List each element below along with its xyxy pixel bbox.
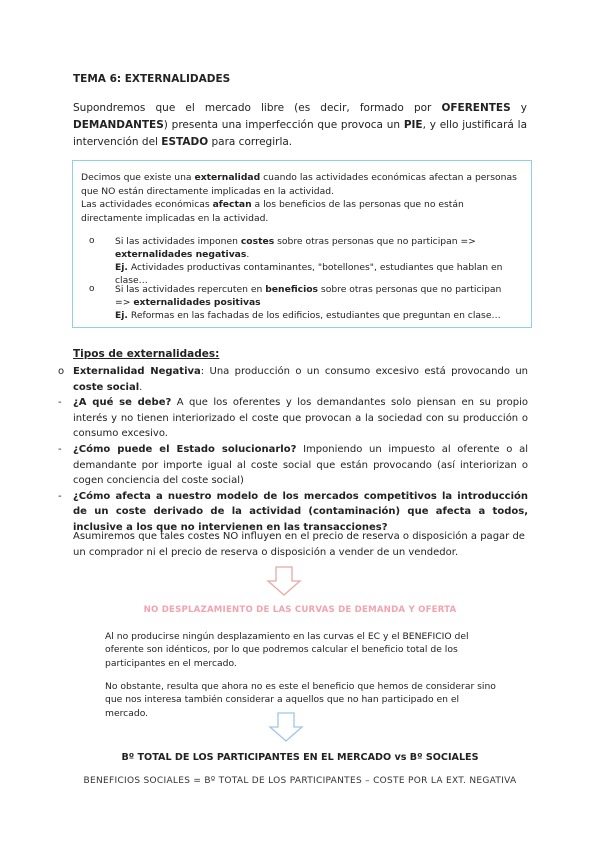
down-arrow-icon [268,712,304,742]
intro-paragraph: Supondremos que el mercado libre (es decir, formado por OFERENTES y DEMANDANTES) presenta una imperfección que provoca un PIE, y ello justificará la intervención del ESTADO para corregirla. [73,102,527,148]
bullet-mark: o [89,236,95,246]
bullet-mark: o [89,284,95,294]
paragraph-however: No obstante, resulta que ahora no es este el beneficio que hemos de considerar sino que nos interesa también considerar a aquellos que no han participado en el mercado. [105,681,496,719]
types-list [58,364,528,536]
list-item: - ¿A qué se debe? A que los oferentes y los demandantes solo piensan en su propio interés y no tienen interiorizado el coste que provocan a la sociedad con su producción o consumo excesivo. [58,397,528,440]
social-benefits-formula: BENEFICIOS SOCIALES = Bº TOTAL DE LOS PARTICIPANTES – COSTE POR LA EXT. NEGATIVA [83,776,517,786]
definition-text: Decimos que existe una externalidad cuando las actividades económicas afectan a personas que NO están directamente implicadas en la actividad. Las actividades económicas afectan a los beneficios de las personas que no están directamente implicadas en la actividad. [81,172,517,224]
types-heading: Tipos de externalidades: [73,348,220,360]
comparison-title: Bº TOTAL DE LOS PARTICIPANTES EN EL MERCADO vs Bº SOCIALES [121,752,479,763]
paragraph-no-shift: Al no producirse ningún desplazamiento en las curvas el EC y el BENEFICIO del oferente son idénticos, por lo que podremos calcular el beneficio total de los participantes en el mercado. [105,631,469,669]
list-item: - ¿Cómo puede el Estado solucionarlo? Imponiendo un impuesto al oferente o al demandante por importe igual al coste social que están provocando (así interiorizan o cogen conciencia del coste social) [58,443,528,487]
section-heading: NO DESPLAZAMIENTO DE LAS CURVAS DE DEMANDA Y OFERTA [143,605,457,615]
definition-box: Decimos que existe una externalidad cuando las actividades económicas afectan a personas que NO están directamente implicadas en la actividad. Las actividades económicas afectan a los beneficios de las personas que no están directamente implicadas en la actividad. o Si las actividades imponen costes sobre otras personas que no participan => externalidades negativas. Ej. Actividades productivas contaminantes, "botellones", estudiantes que hablan en clase… o Si las actividades repercuten en beneficios sobre otras personas que no participan => externalidades positivas Ej. Reformas en las fachadas de los edificios, estudiantes que preguntan en clase… [72,160,532,328]
page-title: TEMA 6: EXTERNALIDADES [73,73,231,85]
list-item: - ¿Cómo afecta a nuestro modelo de los mercados competitivos la introducción de un coste derivado de la actividad (contaminación) que afecta a todos, inclusive a los que no intervienen en las transacciones? [58,490,528,533]
down-arrow-icon [266,566,302,596]
list-item: o Externalidad Negativa: Una producción o un consumo excesivo está provocando un coste social. [58,366,529,393]
assumption-paragraph: Asumiremos que tales costes NO influyen en el precio de reserva o disposición a pagar de un comprador ni el precio de reserva o disposición a vender de un vendedor. [73,531,525,558]
